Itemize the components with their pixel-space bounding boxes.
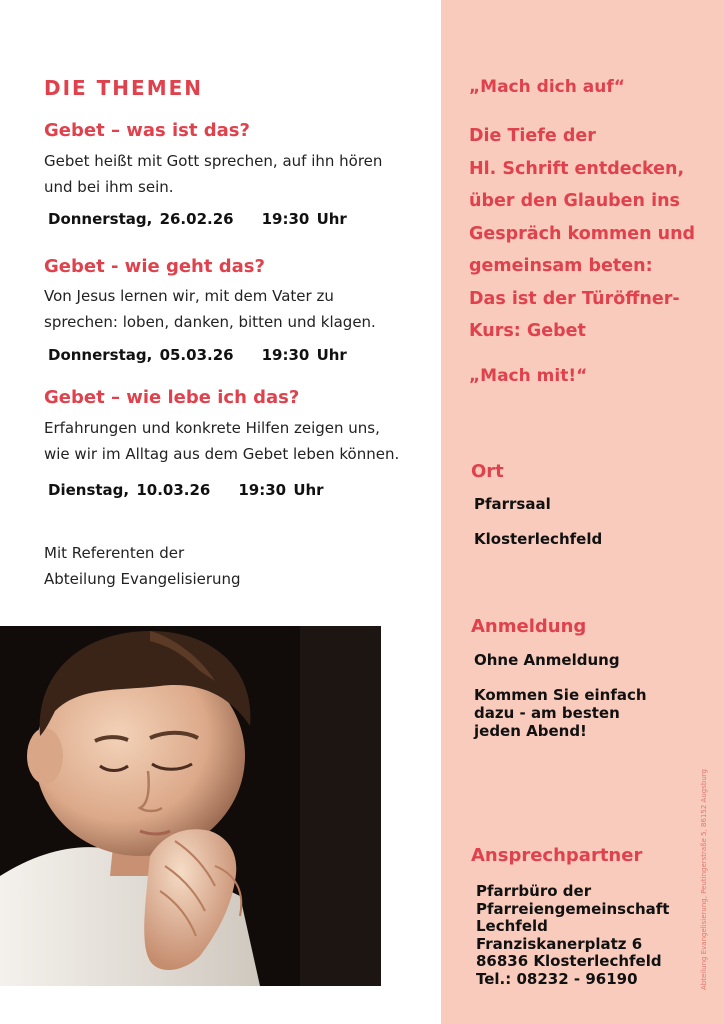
topic-3-text — [44, 415, 399, 467]
praying-boy-photo — [0, 626, 381, 986]
contact-line-2: Pfarreiengemeinschaft — [476, 899, 670, 918]
publisher-credit: Abteilung Evangelisierung, Peutingerstraße 5, 86152 Augsburg — [700, 769, 708, 990]
anmeldung-note-line-2: dazu - am besten — [474, 704, 620, 722]
topic-2-time: 19:30 Uhr — [261, 346, 347, 364]
referents-line-2: Abteilung Evangelisierung — [44, 570, 241, 588]
anmeldung-note-line-3: jeden Abend! — [474, 722, 587, 740]
topic-1-text — [44, 148, 382, 200]
praying-boy-illustration — [0, 626, 381, 986]
topic-1-line-2: und bei ihm sein. — [44, 178, 174, 196]
ort-heading: Ort — [471, 461, 504, 482]
anmeldung-heading: Anmeldung — [471, 616, 587, 637]
section-heading: DIE THEMEN — [44, 76, 204, 100]
contact-line-4: Franziskanerplatz 6 — [476, 934, 643, 953]
anmeldung-note — [474, 686, 647, 740]
topic-2-date — [48, 346, 347, 364]
ort-line-1: Pfarrsaal — [474, 495, 551, 513]
topic-1-time: 19:30 Uhr — [261, 210, 347, 228]
topic-1-line-1: Gebet heißt mit Gott sprechen, auf ihn hören — [44, 152, 383, 170]
topic-2-line-2: sprechen: loben, danken, bitten und klagen. — [44, 313, 376, 331]
intro-line-6: Das ist der Türöffner- — [469, 288, 680, 309]
topic-2-line-1: Von Jesus lernen wir, mit dem Vater zu — [44, 287, 334, 305]
topic-1-date — [48, 210, 347, 228]
topic-2-text — [44, 283, 376, 335]
anmeldung-note-line-1: Kommen Sie einfach — [474, 686, 647, 704]
contact-line-3: Lechfeld — [476, 917, 548, 935]
topic-3-line-2: wie wir im Alltag aus dem Gebet leben können. — [44, 445, 400, 463]
quote-top: „Mach dich auf“ — [469, 77, 625, 97]
contact-address — [476, 883, 669, 988]
topic-1-day: Donnerstag, 26.02.26 — [48, 210, 234, 228]
intro-line-5: gemeinsam beten: — [469, 256, 653, 276]
topic-3-day: Dienstag, 10.03.26 — [48, 481, 211, 499]
contact-line-1: Pfarrbüro der — [476, 882, 592, 900]
intro-text — [469, 120, 695, 348]
topic-1-title: Gebet – was ist das? — [44, 120, 250, 141]
topic-3-line-1: Erfahrungen und konkrete Hilfen zeigen uns, — [44, 419, 380, 437]
quote-bottom: „Mach mit!“ — [469, 366, 588, 386]
topic-2-title: Gebet - wie geht das? — [44, 256, 265, 277]
intro-line-2: Hl. Schrift entdecken, — [469, 158, 685, 179]
anmeldung-line: Ohne Anmeldung — [474, 651, 620, 669]
topic-3-title: Gebet – wie lebe ich das? — [44, 387, 300, 408]
referents-note — [44, 540, 241, 592]
contact-heading: Ansprechpartner — [471, 845, 643, 866]
ort-line-2: Klosterlechfeld — [474, 530, 603, 548]
topic-3-date — [48, 481, 324, 499]
intro-line-1: Die Tiefe der — [469, 126, 596, 146]
referents-line-1: Mit Referenten der — [44, 544, 185, 562]
contact-line-6: Tel.: 08232 - 96190 — [476, 969, 638, 988]
topic-2-day: Donnerstag, 05.03.26 — [48, 346, 234, 364]
topic-3-time: 19:30 Uhr — [238, 481, 324, 499]
intro-line-3: über den Glauben ins — [469, 191, 680, 211]
contact-line-5: 86836 Klosterlechfeld — [476, 952, 662, 970]
intro-line-4: Gespräch kommen und — [469, 223, 696, 244]
intro-line-7: Kurs: Gebet — [469, 321, 586, 341]
